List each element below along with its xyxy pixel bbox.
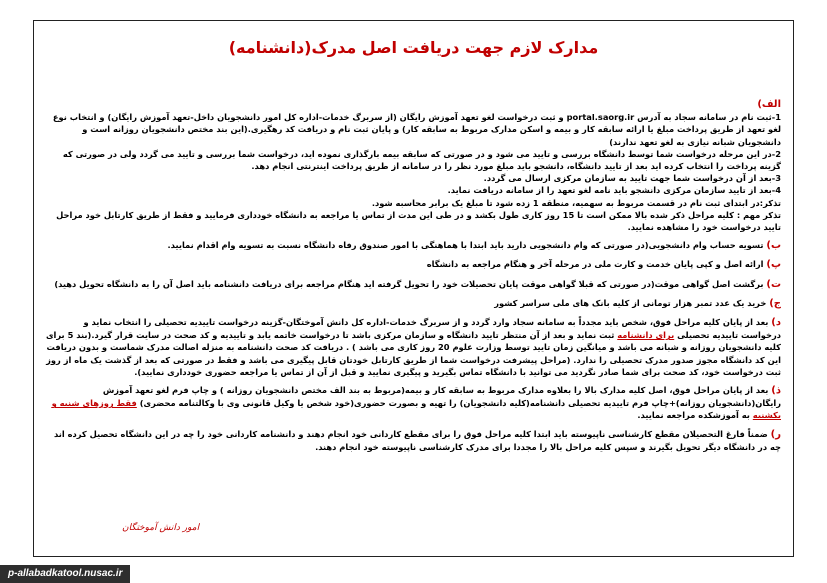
section-zal-text: بعد از پایان مراحل فوق، اصل کلیه مدارک بالا را بعلاوه مدارک مربوط به سابقه کار و بیمه(مربوط به بند الف مختص دانشجویان روزانه ) و چاپ فرم لغو تعهد آموزش رایگان(دانشجویان روزانه)+چاپ فرم تاییدیه تحصیلی دانشنامه(کلیه دانشجویان) را تهیه و بصورت حضوری(خود شخص یا وکیل قانونی وی با وکالتنامه محضری)	[102, 385, 781, 409]
section-dal-highlight: برای دانشنامه	[617, 330, 675, 341]
section-be-text: تسویه حساب وام دانشجویی(در صورتی که وام دانشجویی دارید باید ابتدا با هماهنگی با امور صندوق رفاه دانشگاه نسبت به تسویه وام اقدام نمایید.	[167, 240, 764, 251]
paragraph-4: 4-بعد از تایید سازمان مرکزی دانشجو باید نامه لغو تعهد را از سامانه دریافت نماید.	[447, 185, 781, 196]
watermark: p-allabadkatool.nusac.ir	[0, 565, 130, 583]
section-alef-label: الف)	[757, 99, 781, 110]
section-re-text: ضمناً فارغ التحصیلان مقطع کارشناسی ناپیوسته باید ابتدا کلیه مراحل فوق را برای مقطع کاردانی خود انجام دهند و دانشنامه کاردانی خود را چه در این دانشگاه تحصیل کرده اند چه در دانشگاه دیگر تحویل بگیرند و سپس کلیه مراحل بالا را مجددا برای مدرک کارشناسی ناپیوسته خود انجام دهند.	[53, 428, 781, 452]
section-pe	[44, 258, 781, 271]
section-re	[44, 428, 781, 453]
section-jim-text: خرید یک عدد تمبر هزار تومانی از کلیه بانک های ملی سراسر کشور	[494, 297, 767, 308]
paragraph-2: 2-در این مرحله درخواست شما توسط دانشگاه بررسی و تایید می شود و در صورتی که سابقه بیمه بارگذاری نموده اید، درخواست شما بررسی و تایید می گردد ولی در صورتی که گزینه پرداخت را انتخاب کرده اید بعد از تایید دانشگاه، دانشجو باید مبلغ مورد نظر را در سامانه از طریق پرداخت اینترنتی انجام دهد.	[62, 148, 781, 172]
section-jim-label: ج)	[769, 297, 781, 309]
section-pe-text: ارائه اصل و کپی پایان خدمت و کارت ملی در مرحله آخر و هنگام مراجعه به دانشگاه	[426, 259, 764, 270]
paragraph-1: 1-ثبت نام در سامانه سجاد به آدرس portal.saorg.ir و ثبت درخواست لغو تعهد آموزش رایگان (از سربرگ خدمات-اداره کل امور دانشجویان داخل-تعهد آموزش رایگان) و انتخاب نوع لغو تعهد از طریق پرداخت مبلغ یا ارائه سابقه کار و بیمه و اسکن مدارک مربوط به سابقه کار) و پایان ثبت نام و دریافت کد رهگیری.(این بند مختص دانشجویان روزانه است و دانشجویان شبانه نیازی به لغو تعهد ندارند)	[52, 112, 781, 147]
section-pe-label: پ)	[766, 259, 781, 271]
section-dal-text: بعد از پایان کلیه مراحل فوق، شخص باید مجدداً به سامانه سجاد وارد گردد و از سربرگ خدمات-اداره کل دانش آموختگان-گزینه درخواست تاییدیه تحصیلی را انتخاب نماید و درخواست تاییدیه تحصیلی	[83, 317, 781, 341]
paragraph-3: 3-بعد از آن درخواست شما جهت تایید به سازمان مرکزی ارسال می گردد.	[483, 173, 781, 184]
section-te-text: برگشت اصل گواهی موقت(در صورتی که قبلا گواهی موقت پایان تحصیلات خود را تحویل گرفته اید هنگام مراجعه برای دریافت دانشنامه باید اصل آن را به دانشگاه تحویل دهید)	[54, 278, 764, 289]
document-body	[44, 99, 781, 453]
section-be-label: ب)	[766, 240, 781, 252]
section-zal-text2: به آموزشکده مراجعه نمایید.	[637, 410, 750, 421]
section-jim	[44, 297, 781, 310]
section-te-label: ت)	[766, 278, 781, 290]
section-be	[44, 239, 781, 252]
section-zal-highlight: فقط روزهای شنبه و یکشنبه	[51, 398, 781, 421]
section-zal-label: ذ)	[771, 385, 781, 397]
section-te	[44, 278, 781, 291]
section-dal-text2: ثبت نماید و بعد از آن منتظر تایید دانشگاه و سازمان مرکزی باشد تا درخواست خاتمه یابد و تاییدیه و کد صحت در سایت قرار گیرد.(بند 5 برای کلیه دانشجویان روزانه و شبانه می باشد و میانگین زمان تایید توسط وزارت علوم 20 روز کاری می باشد ) . دریافت کد صحت دانشنامه به منزله اصالت مدرک شماست و بدون دریافت این کد دانشگاه مجوز صدور مدرک تحصیلی را ندارد. (مراحل پیشرفت درخواست شما از طریق کارتابل خودتان قابل پیگیری می باشد و فقط در صورتی که بعد از گذشت یک ماه از روز ثبت درخواست خود، کد صحت برای شما صادر نگردید می توانید با دانشگاه تماس بگیرید و پیگیری نمایید و قبل از آن از تماس یا مراجعه حضوری خودداری نمایید).	[45, 330, 781, 377]
signature: امور دانش آموختگان	[122, 523, 200, 533]
document-page	[33, 20, 794, 557]
section-dal	[44, 316, 781, 378]
section-re-label: ر)	[770, 428, 781, 440]
note-1: تذکر:در ابتدای ثبت نام در قسمت مربوط به سهمیه، منطقه 1 زده شود تا مبلغ یک برابر محاسبه شود.	[371, 197, 781, 208]
page-title: مدارک لازم جهت دریافت اصل مدرک(دانشنامه)	[228, 38, 599, 57]
section-zal	[44, 384, 781, 422]
note-important: تذکر مهم : کلیه مراحل ذکر شده بالا ممکن است تا 15 روز کاری طول بکشد و در طی این مدت از تماس یا مراجعه به دانشگاه خودداری فرمایید و فقط از طریق کارتابل خود مراحل تایید درخواست خود را مشاهده نمایید.	[56, 209, 781, 233]
section-dal-label: د)	[771, 317, 781, 329]
